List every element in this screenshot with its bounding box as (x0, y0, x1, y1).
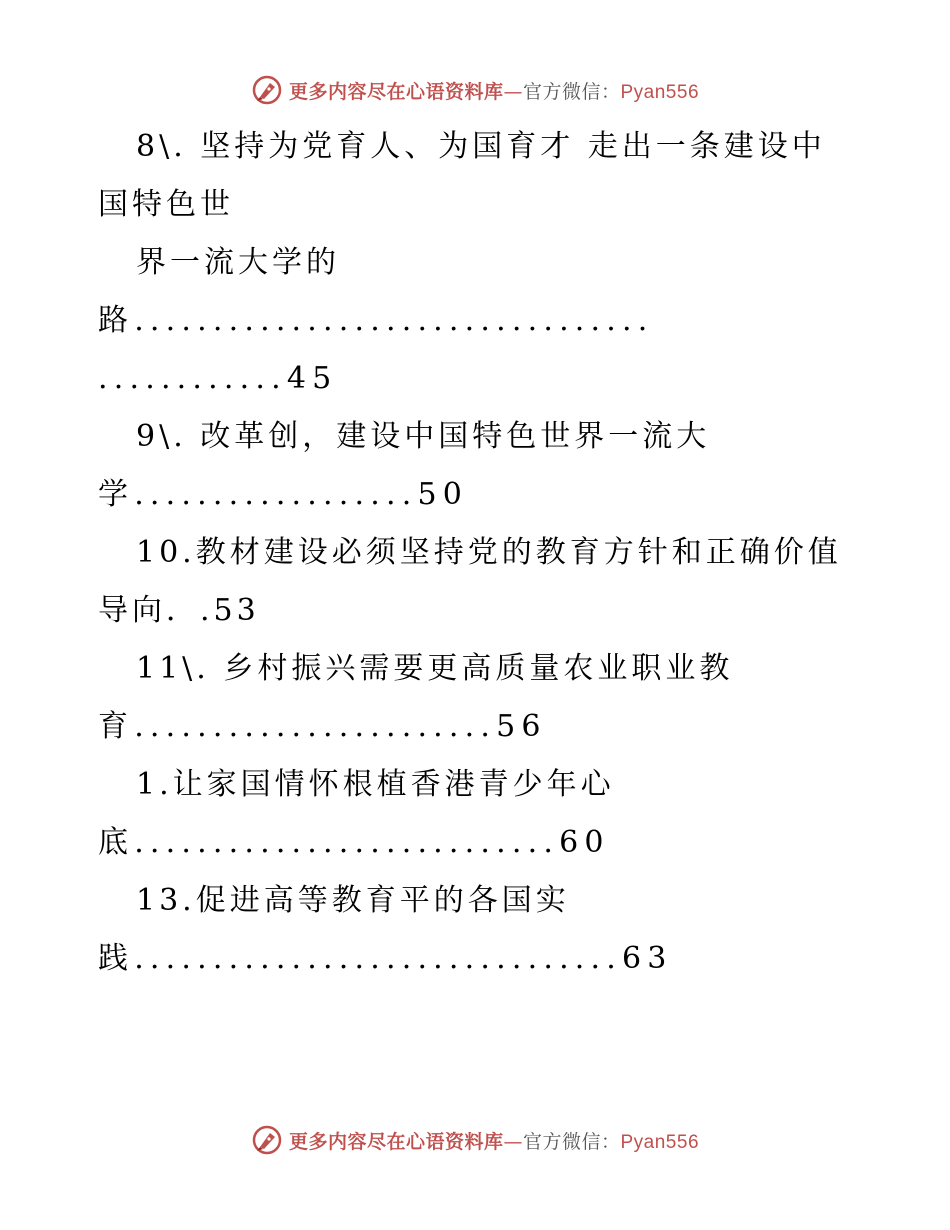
toc-line-page: 践...............................63 (98, 941, 673, 976)
watermark-wechat-label: 官方微信： (522, 80, 621, 103)
toc-line: 路................................. (98, 303, 654, 338)
toc-line: 8\. 坚持为党育人、为国育才 走出一条建设中 (136, 129, 826, 164)
toc-line-page: 导向．.53 (98, 593, 260, 628)
toc-line-page: 育.......................56 (98, 709, 547, 744)
toc-line: 界一流大学的 (136, 245, 340, 280)
toc-line: 11\. 乡村振兴需要更高质量农业职业教 (136, 651, 734, 686)
watermark-wechat-id: Pyan556 (620, 81, 700, 103)
pen-nib-logo-icon (251, 74, 283, 106)
header-watermark-group (251, 74, 699, 106)
toc-line: 13.促进高等教育平的各国实 (136, 883, 570, 918)
watermark-dash: — (503, 1130, 523, 1153)
watermark-wechat-label: 官方微信： (522, 1130, 621, 1153)
toc-line: 1.让家国情怀根植香港青少年心 (136, 767, 615, 802)
toc-line: 9\. 改革创，建设中国特色世界一流大 (136, 419, 711, 454)
watermark-slogan: 更多内容尽在心语资料库 (288, 80, 504, 103)
watermark-text (289, 1127, 699, 1154)
footer-watermark (0, 1120, 950, 1160)
watermark-wechat-id: Pyan556 (620, 1131, 700, 1153)
header-watermark (0, 70, 950, 110)
watermark-dash: — (503, 80, 523, 103)
watermark-slogan: 更多内容尽在心语资料库 (288, 1130, 504, 1153)
toc-line: 10.教材建设必须坚持党的教育方针和正确价值 (136, 535, 842, 570)
toc-line-page: 底...........................60 (98, 825, 610, 860)
footer-watermark-group (251, 1124, 699, 1156)
toc-line: 国特色世 (98, 187, 234, 222)
pen-nib-logo-icon (251, 1124, 283, 1156)
toc-list (98, 118, 858, 988)
toc-line-page: 学..................50 (98, 477, 469, 512)
toc-line-page: ............45 (98, 361, 338, 396)
watermark-text (289, 77, 699, 104)
